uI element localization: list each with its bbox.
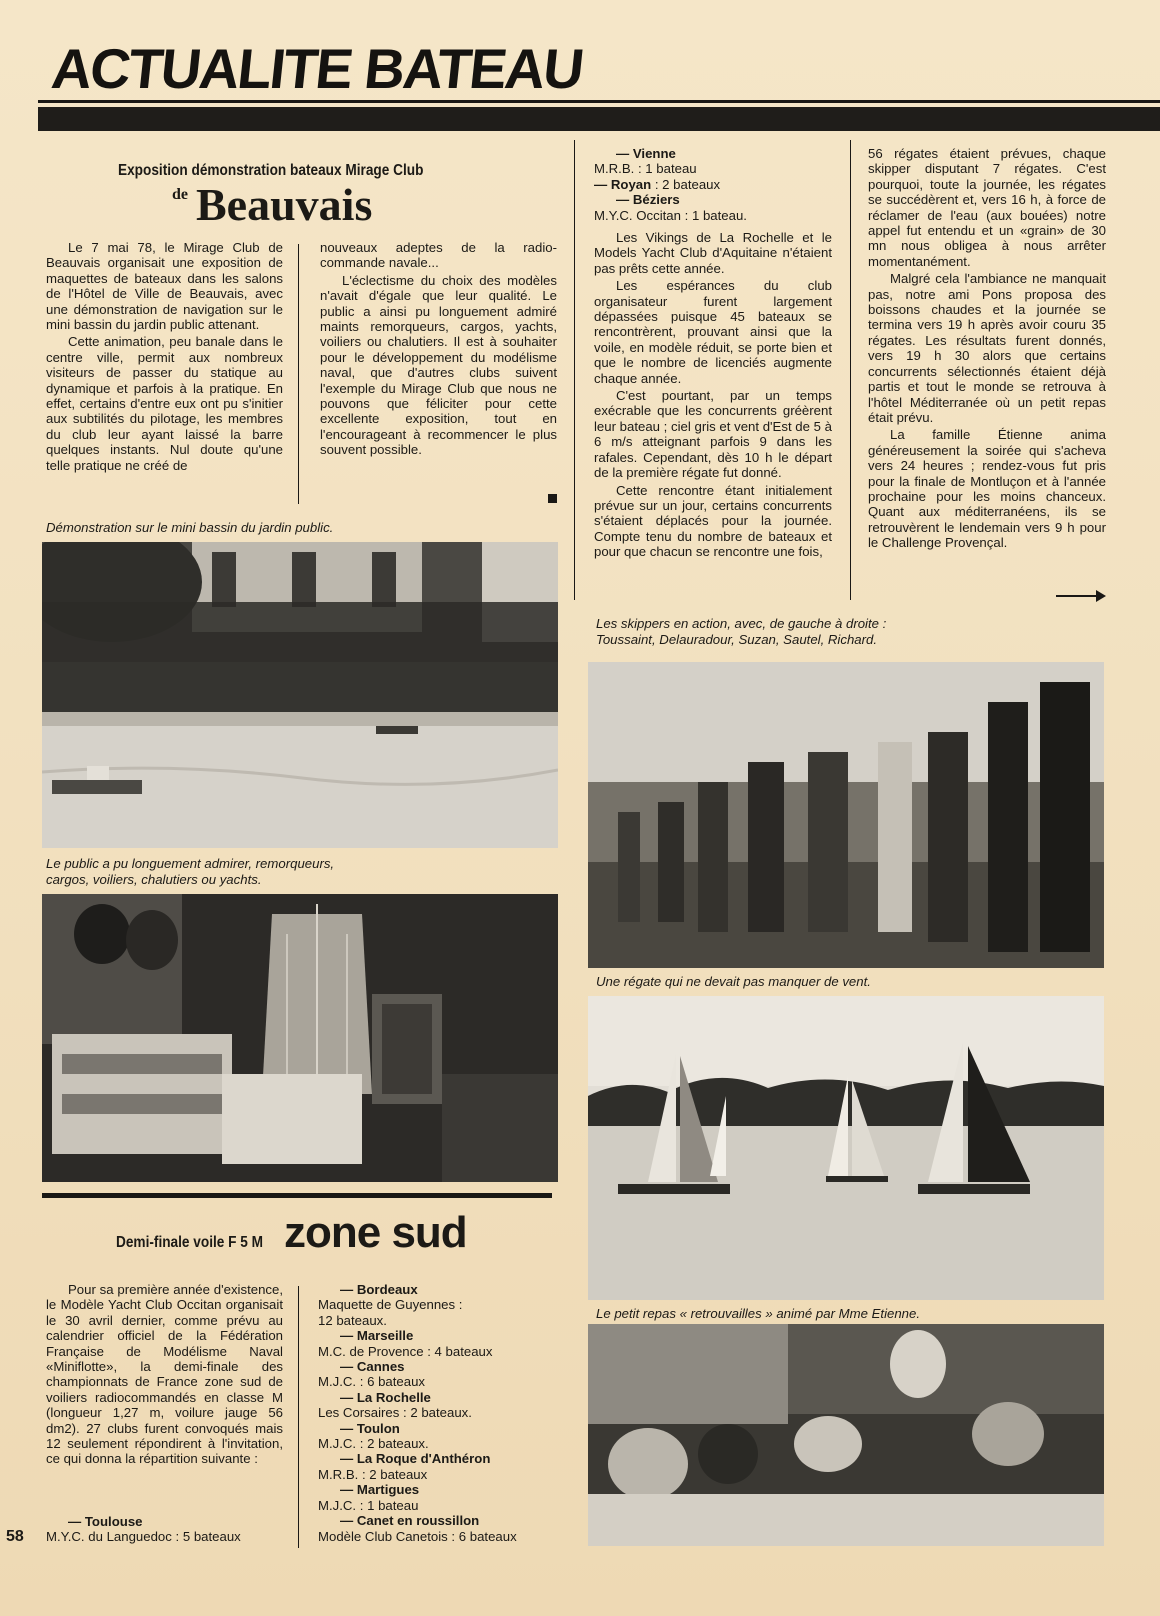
column-divider xyxy=(298,244,299,504)
list-city: — Toulouse xyxy=(68,1514,143,1529)
continued-arrow-icon xyxy=(1056,595,1100,597)
article2-list-col2 xyxy=(318,1282,562,1554)
end-mark xyxy=(548,494,557,503)
list-city: — Cannes xyxy=(340,1359,405,1375)
paragraph: Cette animation, peu banale dans le centre ville, permit aux nombreux visiteurs de passer du statique au dynamique et parfois à la pratique. En effet, certains d'entre eux ont pu s'initier aux subtilités du pilotage, les membres du club leur ayant laissé la barre quelques instants. Nul doute qu'une telle pratique ne créé de xyxy=(46,334,283,473)
photo-pool-demonstration xyxy=(42,542,558,848)
list-club: 12 bateaux. xyxy=(318,1312,387,1328)
list-city: — Royan : 2 bateaux xyxy=(594,176,721,192)
article2-list-col3 xyxy=(594,146,838,226)
article1-column-2 xyxy=(320,240,557,480)
list-city: — Canet en roussillon xyxy=(340,1513,480,1529)
article2-column-1 xyxy=(46,1282,283,1504)
list-club: Les Corsaires : 2 bateaux. xyxy=(318,1405,472,1421)
masthead-bar xyxy=(38,107,1160,131)
photo-regatta xyxy=(588,996,1104,1300)
list-city: — Marseille xyxy=(340,1328,414,1344)
caption-public-line1: Le public a pu longuement admirer, remorqueurs, xyxy=(46,856,335,871)
list-club: M.C. de Provence : 4 bateaux xyxy=(318,1343,493,1359)
caption-repas: Le petit repas « retrouvailles » animé par Mme Etienne. xyxy=(596,1306,920,1321)
article1-kicker: Exposition démonstration bateaux Mirage Club xyxy=(118,162,424,179)
caption-regate: Une régate qui ne devait pas manquer de vent. xyxy=(596,974,871,989)
caption-skippers-line2: Toussaint, Delauradour, Suzan, Sautel, Richard. xyxy=(596,632,878,647)
paragraph: Le 7 mai 78, le Mirage Club de Beauvais organisait une exposition de maquettes de bateaux dans les salons de l'Hôtel de Ville de Beauvais, avec une démonstration de navigation sur le mini bassin du jardin public attenant. xyxy=(46,240,283,333)
article2-title: zone sud xyxy=(284,1208,467,1257)
masthead-rule xyxy=(38,100,1160,103)
list-club: M.J.C. : 1 bateau xyxy=(318,1497,419,1513)
paragraph: L'éclectisme du choix des modèles n'avait d'égale que leur qualité. Le public a ainsi pu longuement admiré maints remorqueurs, cargos, yachts, voiliers ou chalutiers. Il est à souhaiter pour le développement du modélisme naval, que d'autres clubs suivent l'exemple du Mirage Club que nous ne pouvons que féliciter pour cette excellente exposition, tout en l'encourageant à recommencer le plus souvent possible. xyxy=(320,272,557,458)
list-club: M.R.B. : 1 bateau xyxy=(594,161,697,177)
paragraph: C'est pourtant, par un temps exécrable que les concurrents gréèrent leur bateau ; ciel gris et vent d'Est de 5 à 6 m/s atteignant parfois 9 dans les rafales. Cependant, dès 10 h le départ de la première régate fut donné. xyxy=(594,388,832,481)
paragraph: Les espérances du club organisateur furent largement dépassées puisque 45 bateaux se rencontrèrent, prouvant ainsi que la voile, en modèle réduit, se porte bien et que le nombre de licenciés augmente chaque année. xyxy=(594,278,832,386)
article2-column-3 xyxy=(594,230,832,604)
list-club: M.Y.C. du Languedoc : 5 bateaux xyxy=(46,1529,241,1545)
list-club: M.J.C. : 2 bateaux. xyxy=(318,1436,429,1452)
article1-title-prefix: de xyxy=(172,186,188,203)
list-club: M.Y.C. Occitan : 1 bateau. xyxy=(594,207,747,223)
paragraph: Pour sa première année d'existence, le Modèle Yacht Club Occitan organisait le 30 avril dernier, comme prévu au calendrier officiel de la Fédération Française de Modélisme Naval «Miniflotte», la demi-finale des championnats de France zone sud de voiliers radiocommandés en classe M (longueur 1,27 m, voilure jauge 56 dm2). 27 clubs furent convoqués mais 12 seulement répondirent à l'invitation, ce qui donna la répartition suivante : xyxy=(46,1282,283,1467)
paragraph: Cette rencontre étant initialement prévue sur un jour, certains concurrents s'étaient déplacés pour la journée. Compte tenu du nombre de bateaux et pour que chacun se rencontre une fois, xyxy=(594,482,832,560)
list-city-name: Royan xyxy=(610,176,652,192)
masthead-title: ACTUALITE BATEAU xyxy=(48,37,586,100)
list-city: — Bordeaux xyxy=(340,1282,418,1297)
paragraph: Malgré cela l'ambiance ne manquait pas, notre ami Pons proposa des boissons chaudes et la journée se termina vers 19 h après avoir couru 35 régates. Les résultats furent donnés, vers 19 h 30 alors que certains concurrents sélectionnés étaient déjà partis et tout le monde se retrouva à l'hôtel Méditerranée où un petit repas était prévu. xyxy=(868,271,1106,425)
article2-kicker: Demi-finale voile F 5 M xyxy=(116,1234,264,1251)
photo-exhibition-models xyxy=(42,894,558,1182)
list-city: — Béziers xyxy=(616,192,680,208)
column-divider xyxy=(574,140,575,600)
list-city: — Toulon xyxy=(340,1420,400,1436)
caption-pool-demo: Démonstration sur le mini bassin du jardin public. xyxy=(46,520,334,535)
list-city: — La Roque d'Anthéron xyxy=(340,1451,491,1467)
paragraph: nouveaux adeptes de la radio-commande navale... xyxy=(320,240,557,271)
column-divider xyxy=(298,1286,299,1548)
article1-column-1 xyxy=(46,240,283,506)
continued-arrowhead-icon xyxy=(1096,590,1106,602)
column-divider xyxy=(850,140,851,600)
caption-public-line2: cargos, voiliers, chalutiers ou yachts. xyxy=(46,872,262,887)
list-club: Maquette de Guyennes : xyxy=(318,1297,463,1313)
article1-title: Beauvais xyxy=(196,179,373,230)
article2-list-col1 xyxy=(46,1514,286,1554)
list-club: Modèle Club Canetois : 6 bateaux xyxy=(318,1528,517,1544)
paragraph: 56 régates étaient prévues, chaque skipper disputant 7 régates. C'est pourquoi, toute la journée, les régates se succédèrent et, vers 16 h, à force de réclamer de l'eau (aux bouées) notre appel fut entendu et un «grain» de 30 mn nous obligea à nous arrêter momentanément. xyxy=(868,146,1106,269)
paragraph: La famille Étienne anima généreusement la soirée qui s'acheva vers 24 heures ; rendez-vous fut pris pour la finale de Montluçon et à l'année prochaine pour les moins chanceux. Quant aux méditerranéens, ils se retrouvèrent le lendemain vers 9 h pour le Challenge Provençal. xyxy=(868,427,1106,551)
photo-skippers xyxy=(588,662,1104,968)
paragraph: Les Vikings de La Rochelle et le Models Yacht Club d'Aquitaine n'étaient pas prêts cette année. xyxy=(594,230,832,276)
list-city: — Martigues xyxy=(340,1482,420,1498)
page-number: 58 xyxy=(6,1528,24,1545)
list-city: — La Rochelle xyxy=(340,1389,431,1405)
caption-skippers-line1: Les skippers en action, avec, de gauche à droite : xyxy=(596,616,887,631)
list-club: M.R.B. : 2 bateaux xyxy=(318,1466,428,1482)
section-rule xyxy=(42,1193,552,1198)
photo-dinner xyxy=(588,1324,1104,1546)
list-city: — Vienne xyxy=(616,146,676,161)
list-club: M.J.C. : 6 bateaux xyxy=(318,1374,426,1390)
article2-column-4 xyxy=(868,146,1106,604)
